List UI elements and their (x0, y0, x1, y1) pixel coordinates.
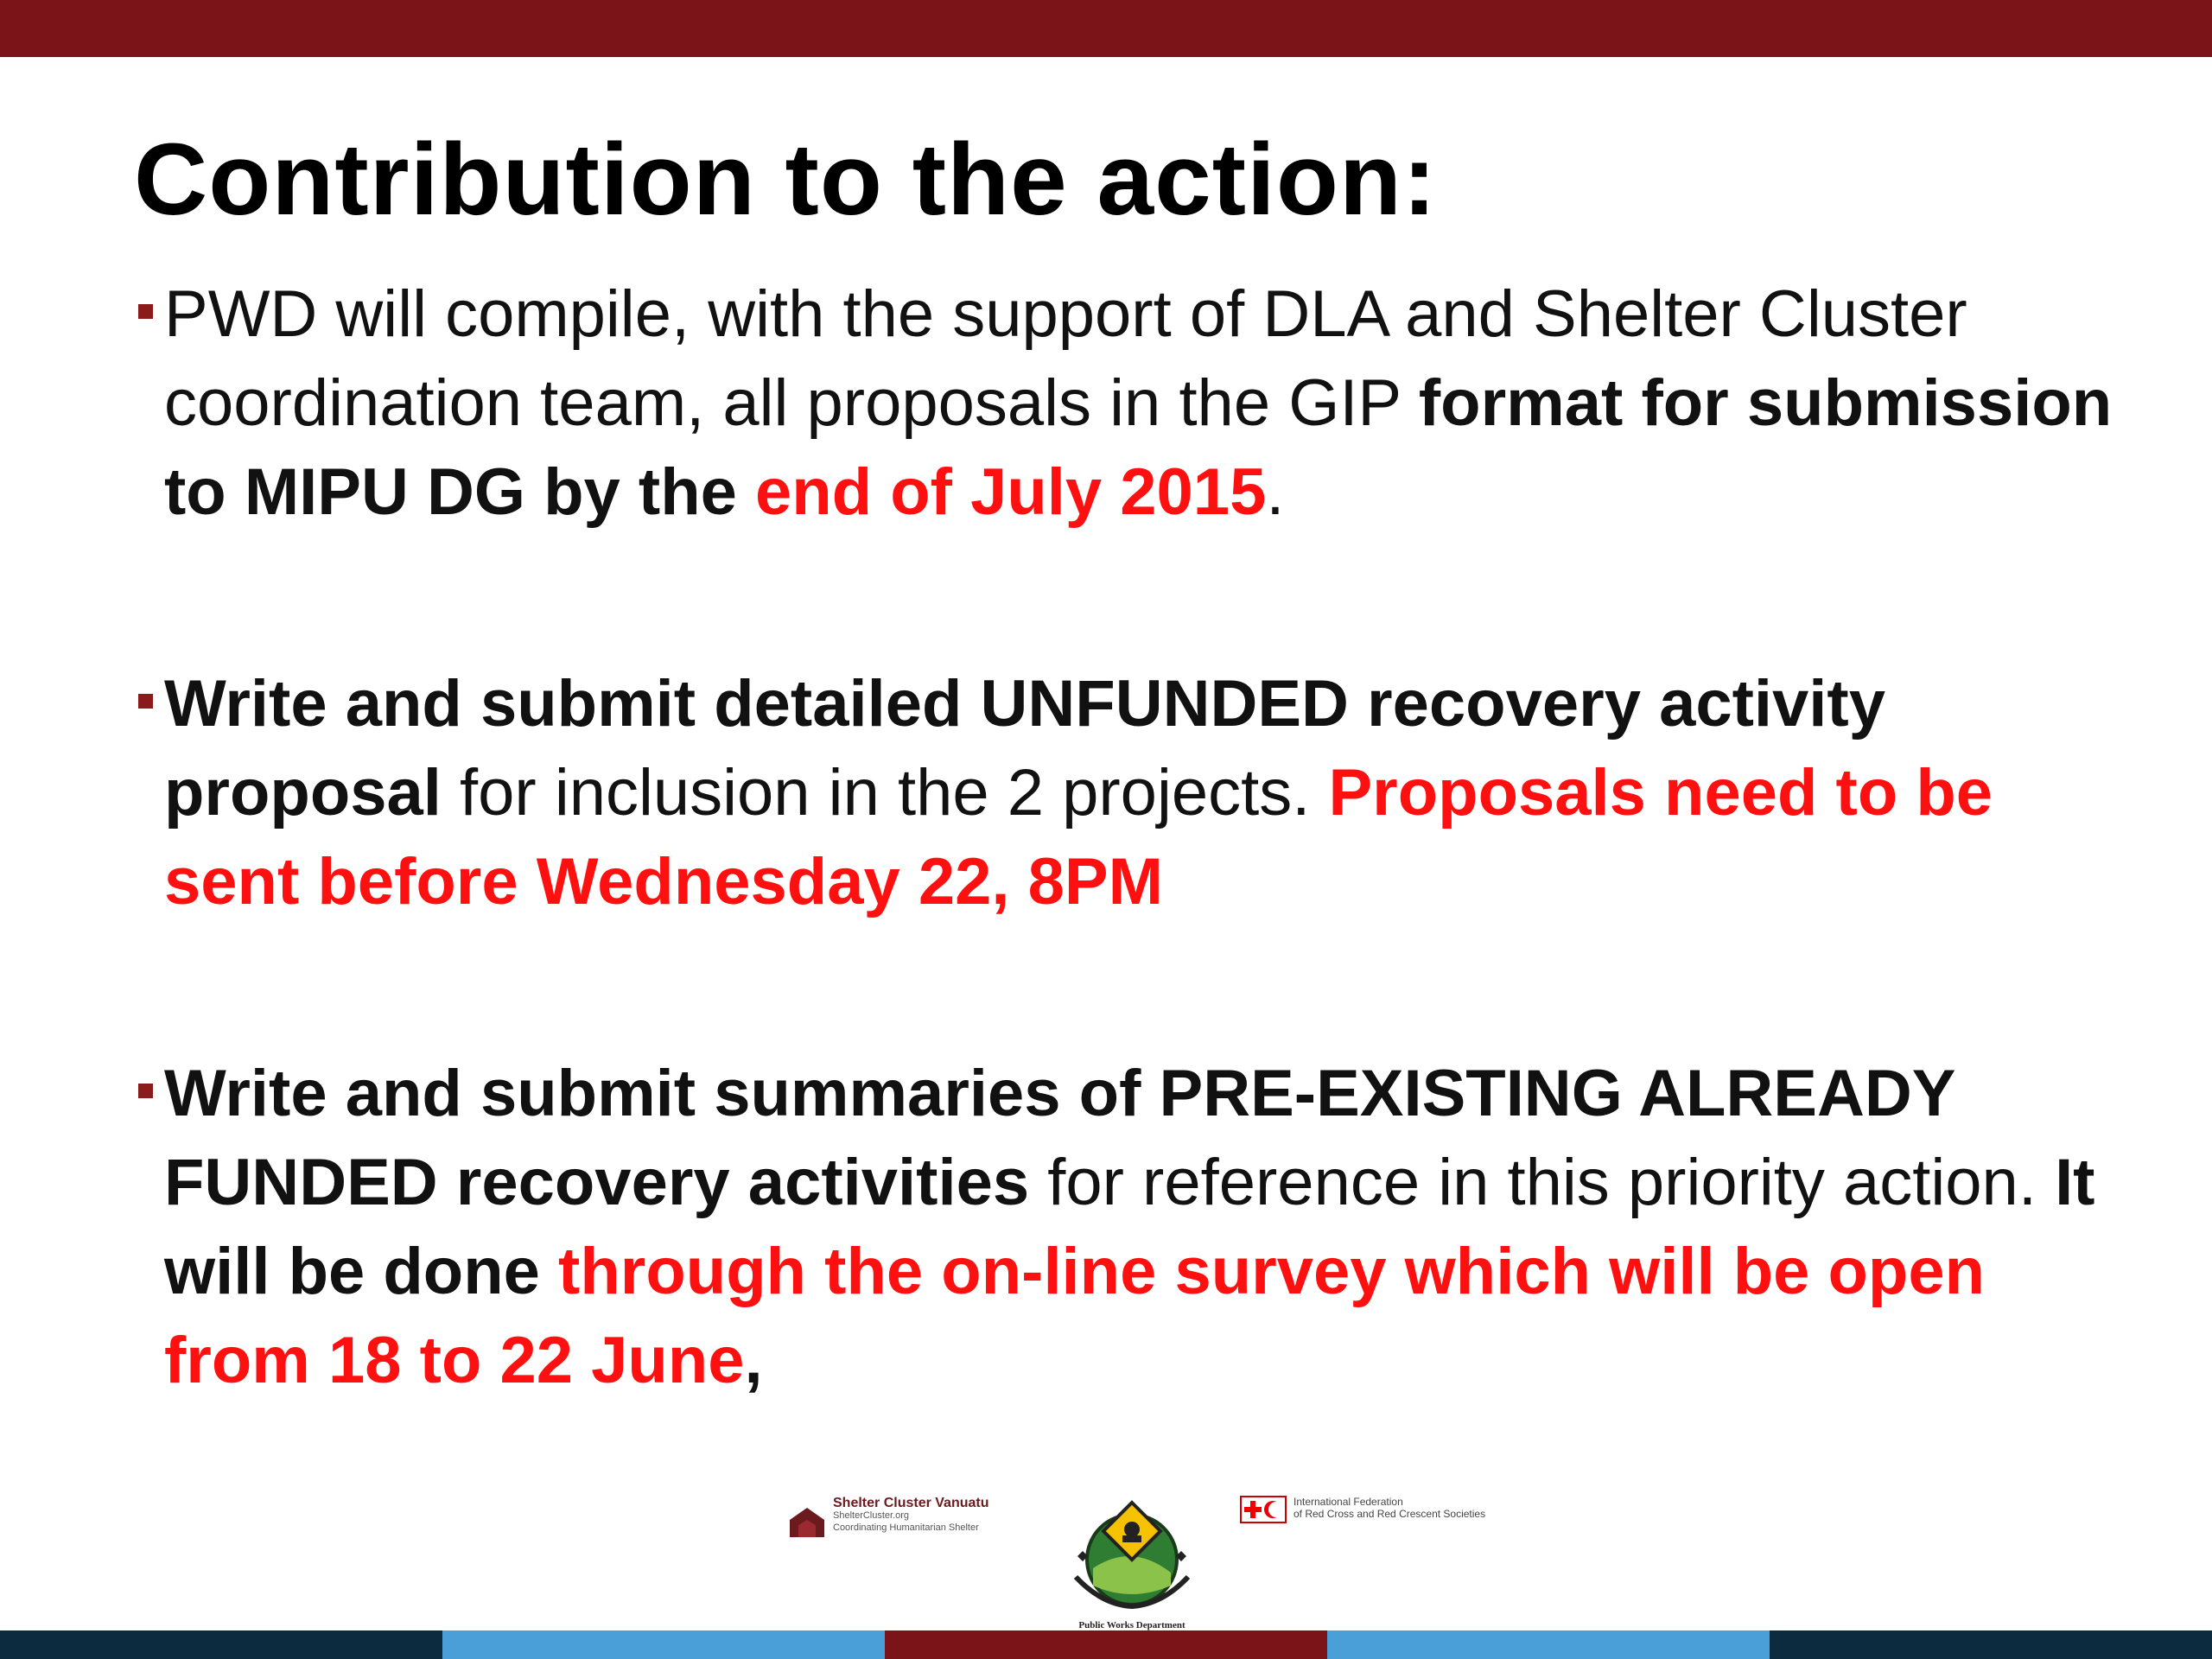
bullet-marker-icon (138, 694, 153, 709)
bullet-text-bold: Write and submit detailed UNFUNDED recovery activity proposal (164, 667, 1885, 830)
ifrc-name-line1: International Federation (1294, 1496, 1403, 1508)
bullet-text-bold: format for submission to MIPU DG by the (164, 366, 2113, 529)
bullet-text-normal: . (1266, 455, 1285, 529)
bullet-text-highlight: end of July 2015 (755, 455, 1267, 529)
bullet-marker-icon (138, 1084, 153, 1098)
bullet-text-normal: for inclusion in the 2 projects. (441, 756, 1329, 830)
partner-logos (0, 1482, 2212, 1637)
bullet-text-normal: for reference in this priority action. (1029, 1146, 2056, 1219)
bullet-item (138, 1049, 2117, 1405)
pwd-logo (1058, 1491, 1205, 1642)
pwd-crest-icon (1067, 1491, 1197, 1620)
bullet-list (138, 270, 2117, 1405)
footer-color-bar (0, 1630, 2212, 1659)
bullet-text-bold: Write and submit summaries of PRE-EXISTING ALREADY FUNDED recovery activities (164, 1057, 1955, 1219)
bullet-item (138, 659, 2117, 926)
bullet-text-highlight: through the on-line survey which will be open from 18 to 22 June (164, 1235, 1986, 1397)
ifrc-name-line2: of Red Cross and Red Crescent Societies (1294, 1508, 1486, 1520)
bullet-text-bold: , (744, 1324, 763, 1397)
red-cross-crescent-icon (1240, 1496, 1287, 1523)
bullet-text-highlight: Proposals need to be sent before Wednesday 22, 8PM (164, 756, 1993, 918)
footer-segment (0, 1630, 442, 1659)
shelter-cluster-logo (788, 1497, 1021, 1549)
shelter-cluster-tagline: Coordinating Humanitarian Shelter (833, 1522, 979, 1533)
bullet-text-normal: PWD will compile, with the support of DLA and Shelter Cluster coordination team, all proposals in the GIP (164, 277, 1967, 440)
ifrc-logo (1240, 1491, 1551, 1534)
footer-segment (1327, 1630, 1770, 1659)
pwd-name: Public Works Department (1078, 1620, 1185, 1630)
footer-segment (885, 1630, 1327, 1659)
footer-segment (1770, 1630, 2212, 1659)
slide-title: Contribution to the action: (134, 123, 1438, 237)
top-accent-bar (0, 0, 2212, 57)
shelter-cluster-url: ShelterCluster.org (833, 1510, 910, 1521)
bullet-marker-icon (138, 304, 153, 319)
footer-segment (442, 1630, 885, 1659)
house-icon (788, 1504, 826, 1539)
shelter-cluster-name: Shelter Cluster Vanuatu (833, 1496, 989, 1510)
bullet-text-bold: It will be done (164, 1146, 2095, 1308)
bullet-item (138, 270, 2117, 537)
